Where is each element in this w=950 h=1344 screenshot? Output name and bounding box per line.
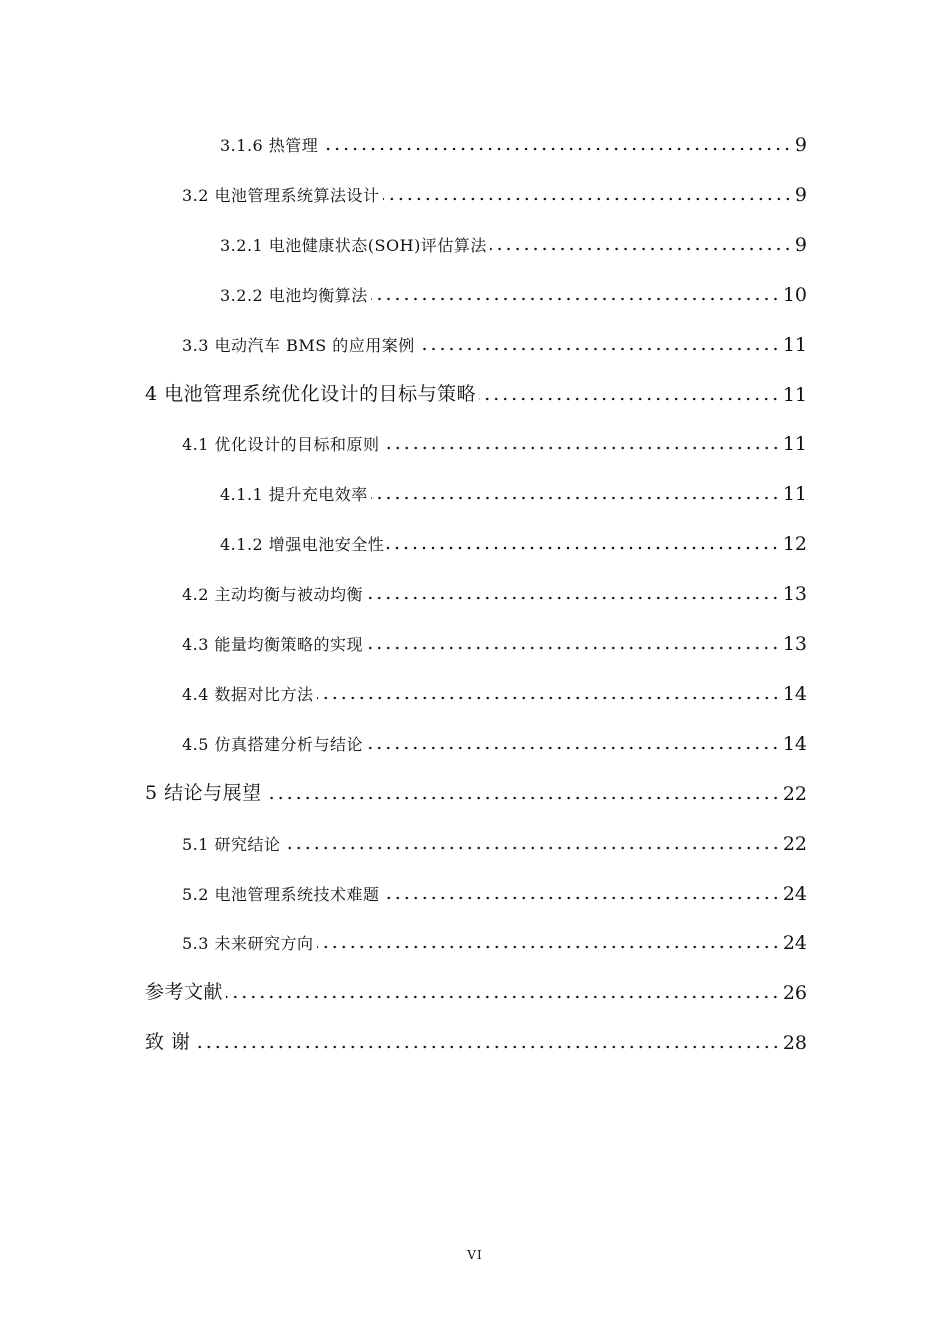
toc-dot-leader	[366, 646, 780, 650]
toc-dot-leader	[418, 347, 780, 351]
toc-entry-title: 5.2 电池管理系统技术难题	[182, 885, 380, 904]
toc-dot-leader	[317, 945, 780, 949]
toc-dot-leader	[317, 696, 780, 700]
toc-entry-page-number: 24	[782, 932, 807, 954]
toc-entry-page-number: 11	[782, 483, 807, 505]
toc-entry-page-number: 28	[782, 1032, 807, 1054]
toc-dot-leader	[479, 397, 780, 401]
toc-entry-title: 3.3 电动汽车 BMS 的应用案例	[182, 336, 415, 355]
toc-dot-leader	[383, 446, 780, 450]
toc-entry[interactable]	[182, 575, 807, 605]
toc-entry-title: 参考文献	[145, 981, 224, 1003]
toc-entry-page-number: 9	[794, 234, 807, 256]
toc-entry-title: 3.1.6 热管理	[220, 136, 319, 155]
toc-entry[interactable]	[145, 1024, 807, 1054]
toc-entry-page-number: 9	[794, 184, 807, 206]
toc-entry[interactable]	[182, 825, 807, 855]
toc-entry-page-number: 9	[794, 134, 807, 156]
toc-entry[interactable]	[220, 475, 807, 505]
toc-dot-leader	[387, 546, 780, 550]
toc-dot-leader	[265, 796, 780, 800]
toc-entry-title: 5.1 研究结论	[182, 835, 281, 854]
toc-entry[interactable]	[182, 924, 807, 954]
toc-entry-page-number: 26	[782, 982, 807, 1004]
toc-dot-leader	[366, 746, 780, 750]
toc-entry-title: 4.2 主动均衡与被动均衡	[182, 585, 364, 604]
toc-entry[interactable]	[182, 725, 807, 755]
toc-entry[interactable]	[220, 126, 807, 156]
toc-entry[interactable]	[182, 326, 807, 356]
toc-dot-leader	[371, 496, 780, 500]
toc-entry[interactable]	[145, 775, 807, 805]
toc-entry-page-number: 10	[782, 284, 807, 306]
toc-entry-page-number: 14	[782, 683, 807, 705]
toc-entry-page-number: 24	[782, 883, 807, 905]
toc-dot-leader	[366, 596, 780, 600]
toc-entry[interactable]	[145, 376, 807, 406]
toc-entry-title: 3.2 电池管理系统算法设计	[182, 186, 380, 205]
toc-entry-title: 4.4 数据对比方法	[182, 685, 314, 704]
toc-entry[interactable]	[182, 675, 807, 705]
toc-entry[interactable]	[220, 226, 807, 256]
toc-entry-page-number: 13	[782, 583, 807, 605]
toc-entry-title: 3.2.1 电池健康状态(SOH)评估算法	[220, 236, 487, 255]
toc-dot-leader	[194, 1045, 780, 1049]
page-number: VI	[467, 1248, 483, 1262]
toc-dot-leader	[490, 247, 792, 251]
toc-entry[interactable]	[182, 625, 807, 655]
toc-entry-page-number: 11	[782, 334, 807, 356]
toc-dot-leader	[321, 147, 792, 151]
toc-entry[interactable]	[220, 525, 807, 555]
toc-entry-title: 致 谢	[145, 1031, 191, 1053]
toc-entry-title: 5 结论与展望	[145, 782, 262, 804]
toc-entry-page-number: 22	[782, 833, 807, 855]
toc-entry-page-number: 12	[782, 533, 807, 555]
toc-entry-title: 4.1.2 增强电池安全性	[220, 535, 385, 554]
toc-entry[interactable]	[182, 176, 807, 206]
toc-dot-leader	[284, 846, 780, 850]
toc-entry-title: 4.1.1 提升充电效率	[220, 485, 368, 504]
toc-entry[interactable]	[220, 276, 807, 306]
toc-dot-leader	[383, 896, 780, 900]
toc-entry-page-number: 22	[782, 783, 807, 805]
toc-dot-leader	[383, 197, 792, 201]
toc-entry-title: 5.3 未来研究方向	[182, 934, 314, 953]
toc-entry[interactable]	[145, 974, 807, 1004]
toc-entry-title: 4.3 能量均衡策略的实现	[182, 635, 364, 654]
toc-entry-page-number: 11	[782, 384, 807, 406]
toc-entry-title: 4.1 优化设计的目标和原则	[182, 435, 380, 454]
toc-entry-page-number: 11	[782, 433, 807, 455]
toc-entry-title: 4 电池管理系统优化设计的目标与策略	[145, 383, 477, 405]
toc-entry[interactable]	[182, 875, 807, 905]
toc-entry-page-number: 13	[782, 633, 807, 655]
toc-entry-page-number: 14	[782, 733, 807, 755]
toc-dot-leader	[371, 297, 780, 301]
toc-entry-title: 4.5 仿真搭建分析与结论	[182, 735, 364, 754]
toc-entry[interactable]	[182, 425, 807, 455]
toc-entry-title: 3.2.2 电池均衡算法	[220, 286, 368, 305]
toc-dot-leader	[226, 995, 780, 999]
